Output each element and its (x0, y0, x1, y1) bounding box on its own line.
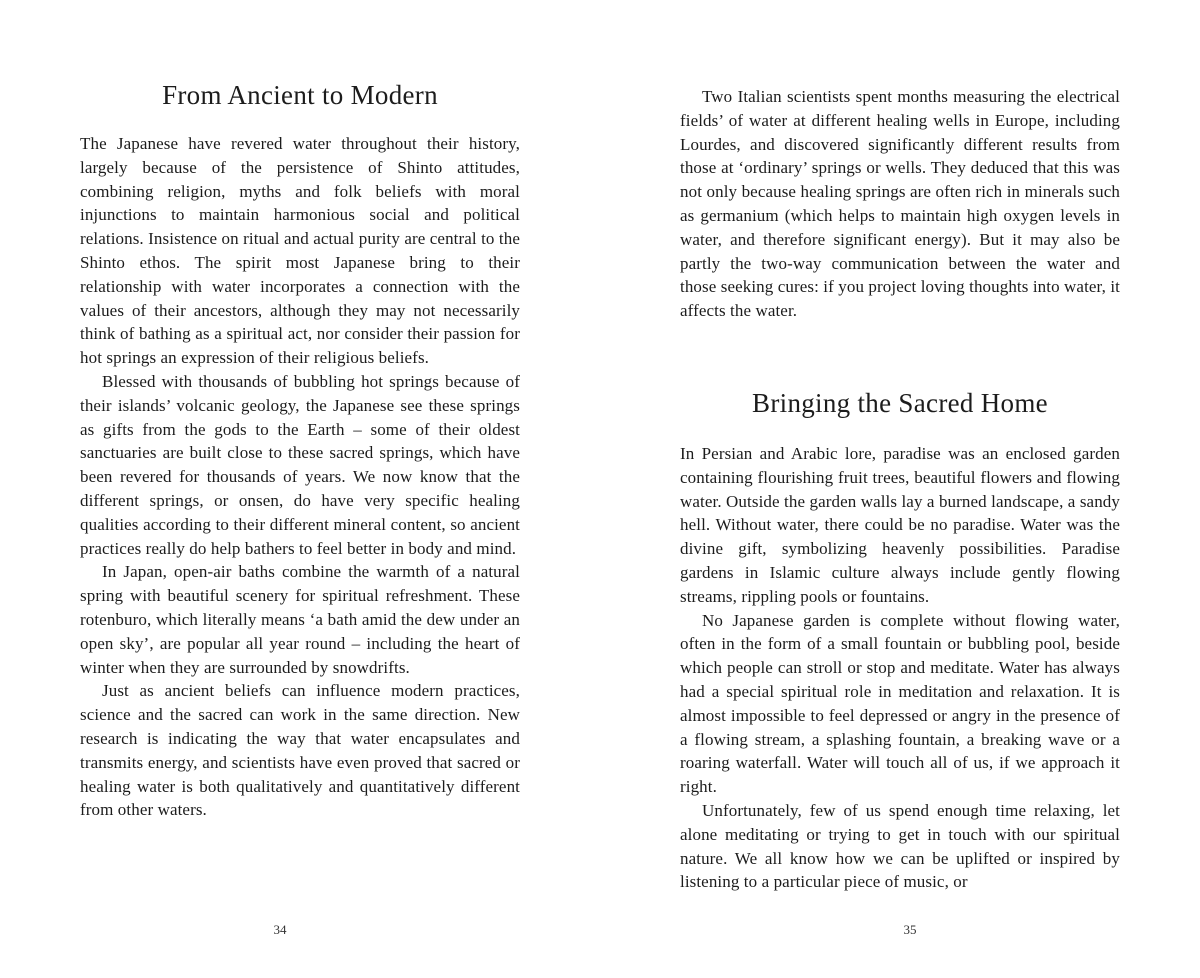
paragraph: Unfortunately, few of us spend enough time relaxing, let alone meditating or trying to get in touch with our spiritual nature. We all know how we can be uplifted or inspired by listening to a particular piece of music, or (680, 800, 1120, 892)
paragraph: Blessed with thousands of bubbling hot springs because of their islands’ volcanic geology, the Japanese see these springs as gifts from the gods to the Earth – some of their oldest sanctuaries are built close to these sacred springs, which have been revered for thousands of years. We now know that the different springs, or onsen, do have very specific healing qualities according to their different mineral content, so ancient practices really do help bathers to feel better in body and mind. (80, 371, 520, 558)
section-heading-ancient-to-modern: From Ancient to Modern (162, 80, 438, 110)
right-page-body-bottom (680, 442, 1120, 894)
right-page-body-top (680, 85, 1120, 323)
left-page-body (80, 132, 520, 822)
page-number: 35 (903, 922, 917, 937)
left-page (80, 0, 520, 978)
paragraph: The Japanese have revered water throughout their history, largely because of the persistence of Shinto attitudes, combining religion, myths and folk beliefs with moral injunctions to maintain harmonious social and political relations. Insistence on ritual and actual purity are central to the Shinto ethos. The spirit most Japanese bring to their relationship with water incorporates a connection with the values of their ancestors, although they may not necessarily think of bathing as a spiritual act, nor consider their passion for hot springs an expression of their religious beliefs. (80, 134, 520, 368)
paragraph: In Persian and Arabic lore, paradise was an enclosed garden containing flourishing fruit trees, beautiful flowers and flowing water. Outside the garden walls lay a burned landscape, a sandy hell. Without water, there could be no paradise. Water was the divine gift, symbolizing heavenly possibilities. Paradise gardens in Islamic culture always include gently flowing streams, rippling pools or fountains. (680, 444, 1120, 606)
paragraph: In Japan, open-air baths combine the warmth of a natural spring with beautiful scenery for spiritual refreshment. These rotenburo, which literally means ‘a bath amid the dew under an open sky’, are popular all year round – including the heart of winter when they are surrounded by snowdrifts. (80, 562, 520, 677)
paragraph: No Japanese garden is complete without flowing water, often in the form of a small fountain or bubbling pool, beside which people can stroll or stop and meditate. Water has always had a special spiritual role in meditation and relaxation. It is almost impossible to feel depressed or angry in the presence of a flowing stream, a splashing fountain, a breaking wave or a roaring waterfall. Water will touch all of us, if we approach it right. (680, 610, 1120, 797)
right-page (680, 0, 1120, 978)
paragraph: Two Italian scientists spent months measuring the electrical fields’ of water at different healing wells in Europe, including Lourdes, and discovered significantly different results from those at ‘ordinary’ springs or wells. They deduced that this was not only because healing springs are often rich in minerals such as germanium (which helps to maintain high oxygen levels in water, and therefore significant energy). But it may also be partly the two-way communication between the water and those seeking cures: if you project loving thoughts into water, it affects the water. (680, 87, 1120, 321)
section-heading-bringing-sacred-home: Bringing the Sacred Home (752, 388, 1048, 418)
page-number: 34 (273, 922, 287, 937)
paragraph: Just as ancient beliefs can influence modern practices, science and the sacred can work in the same direction. New research is indicating the way that water encapsulates and transmits energy, and scientists have even proved that sacred or healing water is both qualitatively and quantitatively different from other waters. (80, 681, 520, 820)
